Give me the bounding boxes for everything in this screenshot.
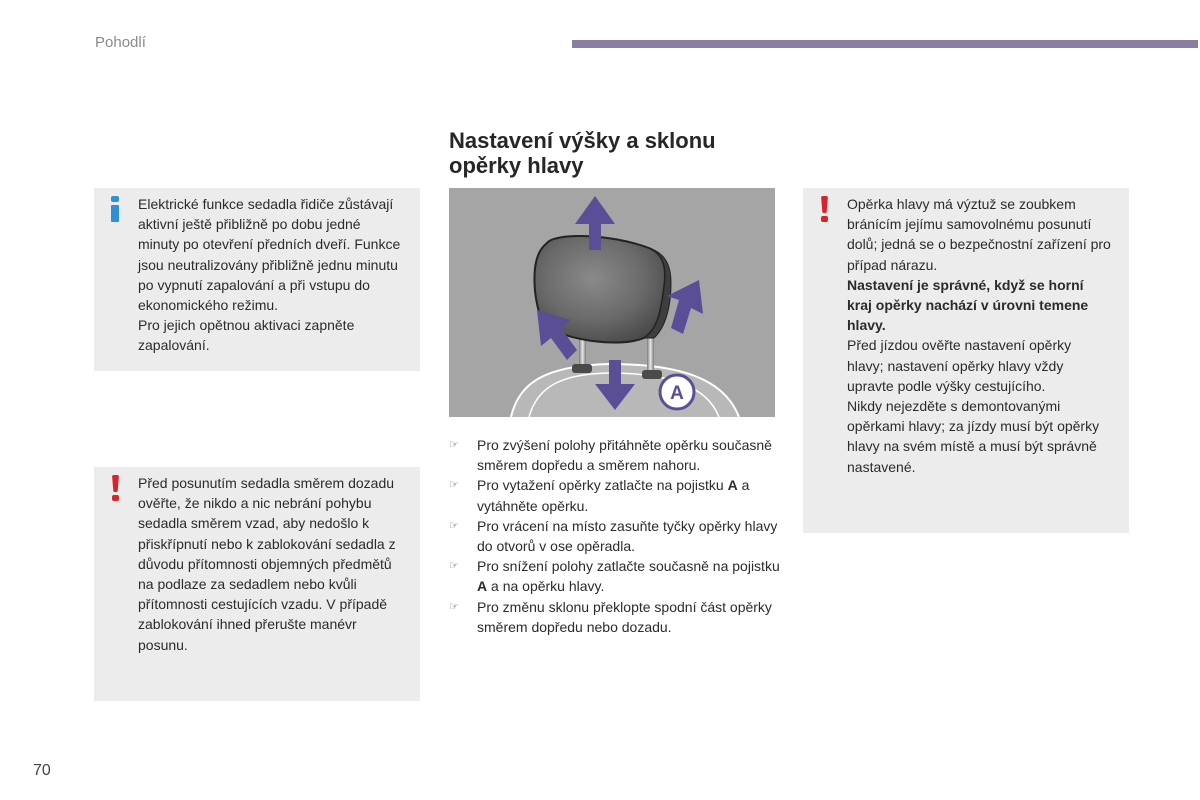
instruction-item	[449, 516, 789, 556]
arrow-tilt-forward-icon	[667, 280, 703, 334]
hand-pointer-icon: ☞	[449, 479, 459, 492]
warning-icon	[819, 196, 829, 222]
seat-warning-text	[138, 473, 402, 655]
headrest-warning-p4: Nikdy nejezděte s demontovanými opěrkami hlavy; za jízdy musí být opěrky hlavy na svém místě a musí být správně nastavené.	[847, 398, 1100, 475]
instruction-text-after: a vytáhněte opěrku.	[477, 477, 750, 514]
headrest-warning-bold: Nastavení je správné, když se horní kraj opěrky nachází v úrovni temene hlavy.	[847, 276, 1089, 334]
instruction-item	[449, 435, 789, 475]
header-bar	[572, 40, 1198, 48]
instruction-item	[449, 597, 789, 637]
page-number: 70	[33, 762, 51, 779]
instruction-text-before: Pro snížení polohy zatlačte současně na pojistku	[477, 558, 780, 575]
instruction-text: Pro změnu sklonu překlopte spodní část opěrky směrem dopředu nebo dozadu.	[477, 598, 772, 635]
section-label: Pohodlí	[95, 34, 146, 51]
instruction-text: Pro vrácení na místo zasuňte tyčky opěrky hlavy do otvorů v ose opěradla.	[477, 517, 778, 555]
instruction-item	[449, 475, 789, 515]
hand-pointer-icon: ☞	[449, 560, 459, 573]
hand-pointer-icon: ☞	[449, 439, 459, 451]
info-note	[94, 188, 420, 371]
seat-warning-note	[94, 467, 420, 701]
headrest-warning-note	[803, 188, 1129, 533]
instruction-bold: A	[727, 477, 738, 494]
hand-pointer-icon: ☞	[449, 600, 459, 613]
headrest-warning-p3: Před jízdou ověřte nastavení opěrky hlavy; nastavení opěrky hlavy vždy upravte podle výšky cestujícího.	[847, 337, 1072, 394]
headrest-warning-text	[847, 194, 1111, 477]
instruction-list	[449, 435, 789, 637]
headrest-drawing	[449, 188, 775, 417]
headrest-warning-p2	[847, 275, 1111, 336]
lock-a-label: A	[670, 383, 684, 404]
warning-icon	[110, 475, 120, 501]
instruction-text-after: a na opěrku hlavy.	[487, 578, 605, 595]
hand-pointer-icon: ☞	[449, 519, 459, 532]
page-heading: Nastavení výšky a sklonu opěrky hlavy	[449, 128, 716, 178]
seat-warning-paragraph: Před posunutím sedadla směrem dozadu ověřte, že nikdo a nic nebrání pohybu sedadla směrem vzad, aby nedošlo k přiskřípnutí nebo k zablokování sedadla z důvodu přítomnosti objemných předmětů na podlaze za sedadlem nebo kvůli přítomnosti cestujících vzadu. V případě zablokování ihned přerušte manévr posunu.	[138, 475, 396, 653]
headrest-warning-p1: Opěrka hlavy má výztuž se zoubkem bránícím jejímu samovolnému posunutí dolů; jedná se o bezpečnostní zařízení pro případ nárazu.	[847, 196, 1111, 273]
info-icon	[110, 196, 120, 222]
instruction-text-before: Pro vytažení opěrky zatlačte na pojistku	[477, 477, 728, 494]
info-note-paragraph-2: Pro jejich opětnou aktivaci zapněte zapalování.	[138, 317, 355, 354]
headrest-rod-right	[647, 334, 654, 374]
instruction-bold: A	[477, 578, 488, 595]
instruction-text: Pro zvýšení polohy přitáhněte opěrku současně směrem dopředu a směrem nahoru.	[477, 437, 772, 474]
info-note-paragraph-1: Elektrické funkce sedadla řidiče zůstávají aktivní ještě přibližně po dobu jedné minuty po otevření předních dveří. Funkce jsou neutralizovány přibližně jednu minutu po vypnutí zapalování a při vstupu do ekonomického režimu.	[138, 196, 401, 314]
info-note-text	[138, 194, 402, 356]
headrest-illustration	[449, 188, 775, 417]
instruction-item	[449, 556, 789, 596]
